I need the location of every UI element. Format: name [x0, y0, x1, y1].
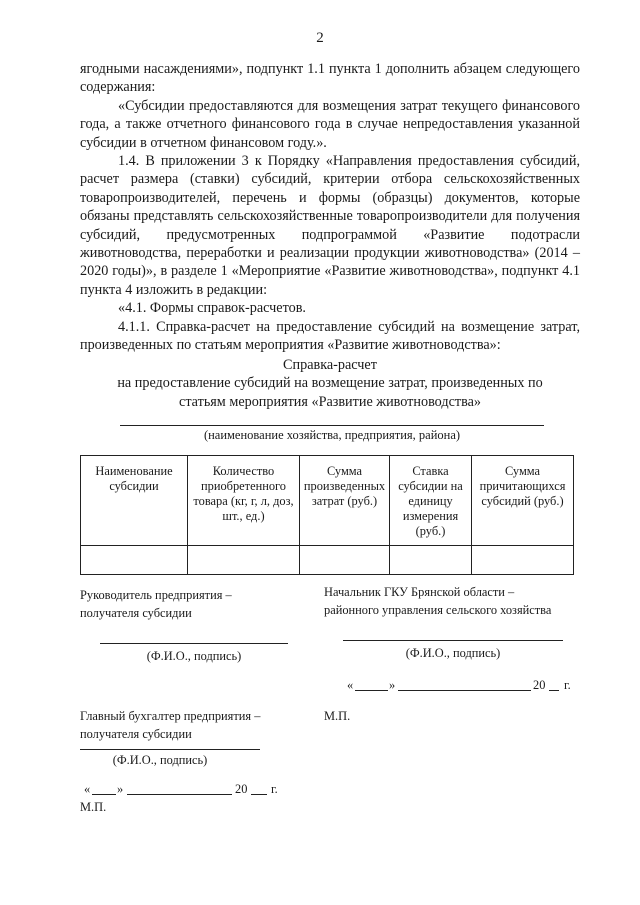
paragraph-2: «Субсидии предоставляются для возмещения затрат текущего финансового года, а также отчетного финансового года в случае непредоставления указанной субсидии в отчетном финансовом году.». [80, 97, 580, 151]
table-header-row [81, 456, 574, 546]
gku-date-month-line [398, 690, 531, 691]
accountant-date-open: « [84, 782, 91, 796]
accountant-label-line-2: получателя субсидии [80, 727, 192, 741]
accountant-date-year-line [251, 794, 267, 795]
head-label-line-1: Руководитель предприятия – [80, 588, 232, 602]
org-name-caption: (наименование хозяйства, предприятия, района) [203, 428, 461, 442]
paragraph-5: 4.1.1. Справка-расчет на предоставление субсидий на возмещение затрат, произведенных по статьям мероприятия «Развитие животноводства»: [80, 318, 580, 354]
gku-date-open: « [347, 678, 354, 692]
form-title [80, 356, 580, 411]
table-cell [188, 546, 300, 575]
accountant-date-suffix: г. [271, 782, 278, 796]
table-cell [81, 546, 188, 575]
body-text [80, 60, 580, 355]
head-signature-label [80, 586, 232, 622]
paragraph-4: «4.1. Формы справок-расчетов. [118, 300, 306, 317]
head-signature-line [100, 643, 288, 644]
table-header: Сумма произведенных затрат (руб.) [300, 456, 390, 546]
accountant-signature-caption: (Ф.И.О., подпись) [112, 753, 208, 767]
table-header: Сумма причитающихся субсидий (руб.) [472, 456, 574, 546]
accountant-signature-label [80, 707, 260, 743]
gku-label-line-2: районного управления сельского хозяйства [324, 603, 552, 617]
gku-date-year-line [549, 690, 559, 691]
accountant-date-day-line [92, 794, 116, 795]
gku-date-day-line [355, 690, 388, 691]
head-label-line-2: получателя субсидии [80, 606, 192, 620]
accountant-date-month-line [127, 794, 232, 795]
gku-signature-caption: (Ф.И.О., подпись) [405, 646, 501, 660]
gku-date-year: 20 [533, 678, 546, 692]
form-title-line-2: на предоставление субсидий на возмещение затрат, произведенных по [117, 375, 543, 392]
paragraph-3: 1.4. В приложении 3 к Порядку «Направления предоставления субсидий, расчет размера (ставки) субсидий, критерии отбора сельскохозяйственных товаропроизводителей, перечень и формы (образцы) документов, которые обязаны представлять сельскохозяйственные товаропроизводители для получения субсидий, предусмотренных подпрограммой «Развитие подотрасли животноводства, переработки и реализации продукции животноводства» (2014 – 2020 годы)», в разделе 1 «Мероприятие «Развитие животноводства», подпункт 4.1 пункта 4 изложить в редакции: [80, 153, 580, 298]
gku-signature-label [324, 583, 551, 619]
table-row [81, 546, 574, 575]
gku-date-suffix: г. [564, 678, 571, 692]
table-cell [472, 546, 574, 575]
table-header: Ставка субсидии на единицу измерения (руб.) [390, 456, 472, 546]
subsidy-table [80, 455, 574, 575]
gku-stamp-mark: М.П. [324, 709, 351, 723]
table-cell [390, 546, 472, 575]
table-header: Количество приобретенного товара (кг, г, л, доз, шт., ед.) [188, 456, 300, 546]
org-name-line [120, 425, 544, 426]
form-title-line-1: Справка-расчет [283, 357, 377, 373]
accountant-date-close: » [117, 782, 124, 796]
page-number: 2 [316, 30, 324, 46]
paragraph-1: ягодными насаждениями», подпункт 1.1 пункта 1 дополнить абзацем следующего содержания: [80, 61, 580, 96]
gku-signature-line [343, 640, 563, 641]
gku-label-line-1: Начальник ГКУ Брянской области – [324, 585, 515, 599]
gku-date-close: » [389, 678, 396, 692]
accountant-signature-line [80, 749, 260, 750]
form-title-line-3: статьям мероприятия «Развитие животноводства» [179, 393, 481, 410]
accountant-date-year: 20 [235, 782, 248, 796]
accountant-label-line-1: Главный бухгалтер предприятия – [80, 709, 261, 723]
head-signature-caption: (Ф.И.О., подпись) [146, 649, 242, 663]
table-cell [300, 546, 390, 575]
accountant-stamp-mark: М.П. [80, 800, 107, 814]
table-header: Наименование субсидии [81, 456, 188, 546]
